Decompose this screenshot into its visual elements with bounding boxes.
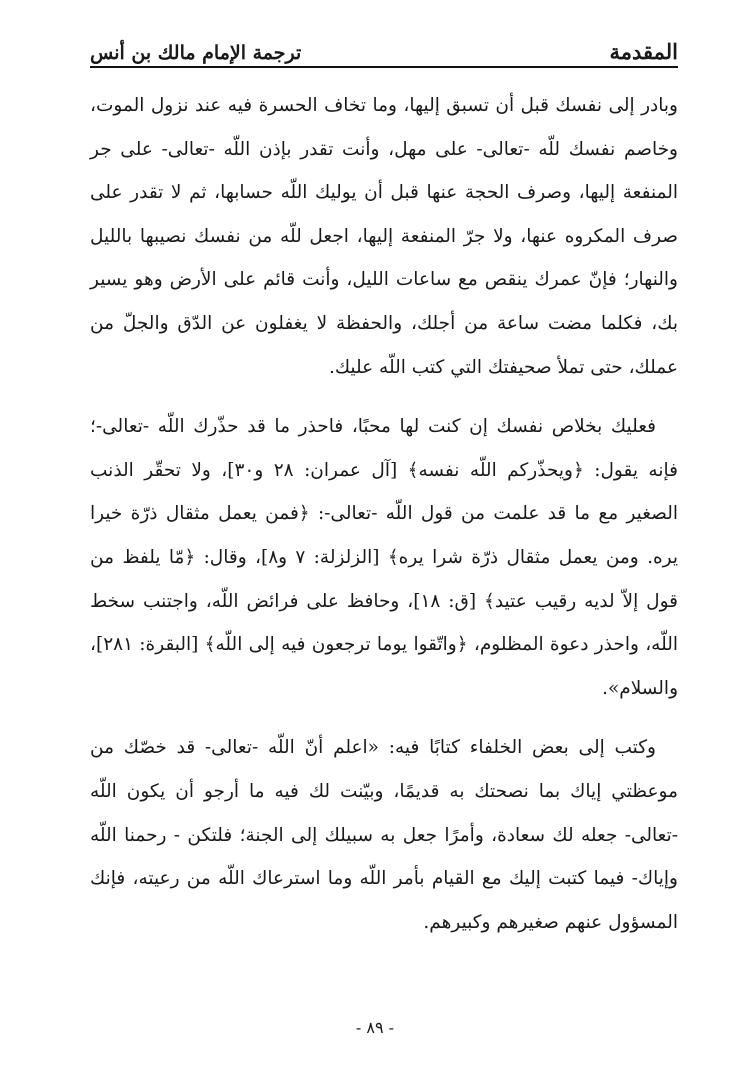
book-title: ترجمة الإمام مالك بن أنس — [90, 42, 302, 64]
section-title: المقدمة — [609, 39, 678, 64]
page-number: - ٨٩ - — [355, 1018, 395, 1037]
paragraph: وكتب إلى بعض الخلفاء كتابًا فيه: «اعلم أنّ اللّه -تعالى- قد خصّك من موعظتي إياك بما نصحتك به قديمًا، وبيّنت لك فيه ما أرجو أن يكون اللّه -تعالى- جعله لك سعادة، وأمرًا جعل به سبيلك إلى الجنة؛ فلتكن - رحمنا اللّه وإياك- فيما كتبت إليك مع القيام بأمر اللّه وما استرعاك اللّه من رعيته، فإنك المسؤول عنهم صغيرهم وكبيرهم. — [90, 737, 678, 933]
paragraph: فعليك بخلاص نفسك إن كنت لها محبًا، فاحذر ما قد حذّرك اللّه -تعالى-؛ فإنه يقول: ﴿ويحذّركم اللّه نفسه﴾ [آل عمران: ٢٨ و٣٠]، ولا تحقّر الذنب الصغير مع ما قد علمت من قول اللّه -تعالى-: ﴿فمن يعمل مثقال ذرّة خيرا يره. ومن يعمل مثقال ذرّة شرا يره﴾ [الزلزلة: ٧ و٨]، وقال: ﴿مّا يلفظ من قول إلاّ لديه رقيب عتيد﴾ [ق: ١٨]، وحافظ على فرائض اللّه، واجتنب سخط اللّه، واحذر دعوة المظلوم، ﴿واتّقوا يوما ترجعون فيه إلى اللّه﴾ [البقرة: ٢٨١]، والسلام». — [90, 416, 679, 699]
running-header — [90, 34, 678, 68]
paragraph: وبادر إلى نفسك قبل أن تسبق إليها، وما تخاف الحسرة فيه عند نزول الموت، وخاصم نفسك للّه -تعالى- على مهل، وأنت تقدر بإذن اللّه -تعالى- على جر المنفعة إليها، وصرف الحجة عنها قبل أن يوليك اللّه حسابها، ثم لا تقدر على صرف المكروه عنها، ولا جرّ المنفعة إليها، اجعل للّه من نفسك نصيبها بالليل والنهار؛ فإنّ عمرك ينقص مع ساعات الليل، وأنت قائم على الأرض وهو يسير بك، فكلما مضت ساعة من أجلك، والحفظة لا يغفلون عن الدّق والجلّ من عملك، حتى تملأ صحيفتك التي كتب اللّه عليك. — [90, 95, 678, 378]
body-text — [90, 84, 678, 960]
